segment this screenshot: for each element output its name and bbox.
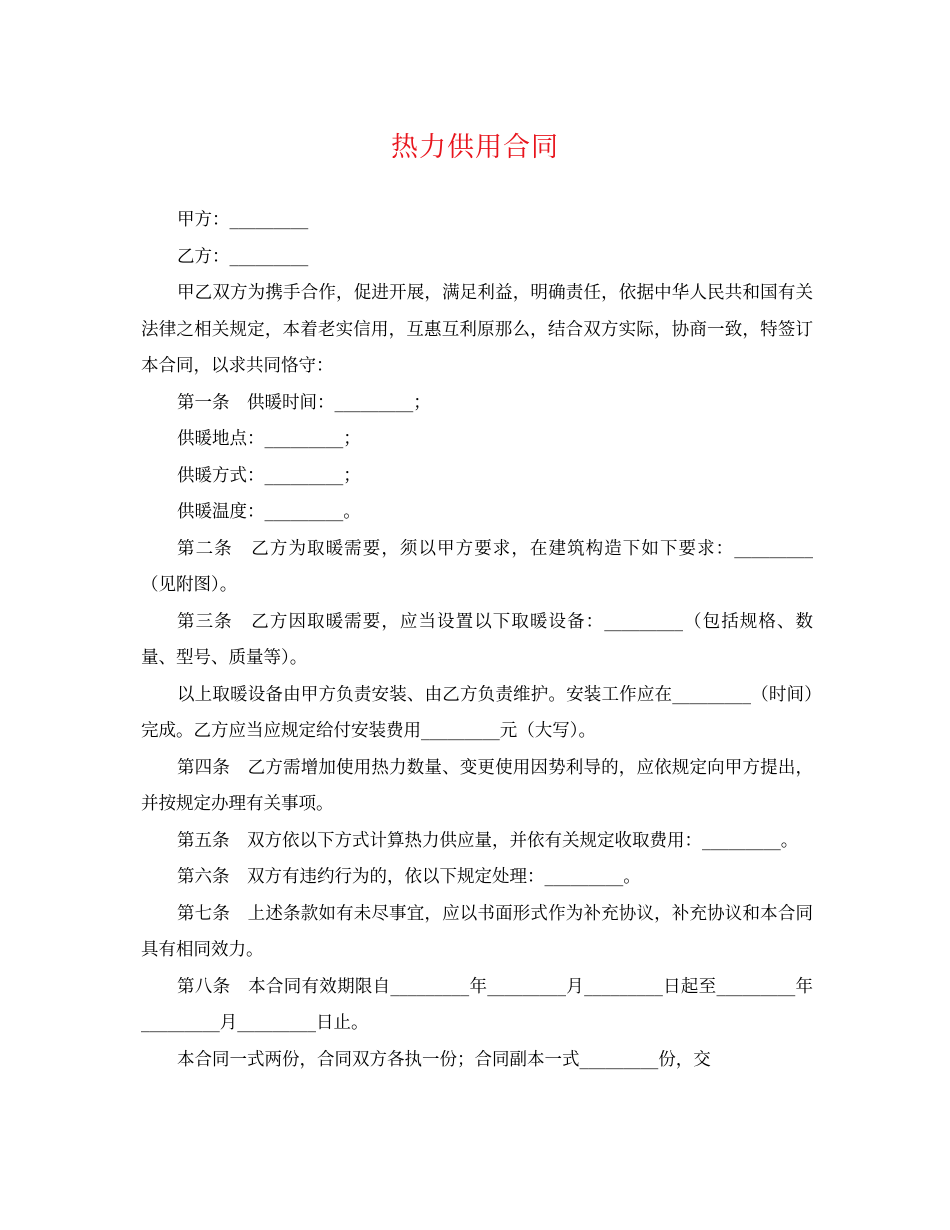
article-1-heating-location: 供暖地点：_________； <box>177 429 361 449</box>
article-2-paragraph: 第二条 乙方为取暖需要，须以甲方要求，在建筑构造下如下要求：_________（见附图）。 <box>141 538 813 595</box>
article-7-paragraph: 第七条 上述条款如有未尽事宜，应以书面形式作为补充协议，补充协议和本合同具有相同效力。 <box>141 903 813 960</box>
article-1-heating-temperature: 供暖温度：_________。 <box>177 502 361 522</box>
article-1-heating-method: 供暖方式：_________； <box>177 465 361 486</box>
document-title: 热力供用合同 <box>391 132 559 163</box>
article-3-paragraph: 第三条 乙方因取暖需要，应当设置以下取暖设备：_________（包括规格、数量、型号、质量等）。 <box>141 611 813 668</box>
party-b-line: 乙方：_________ <box>177 246 309 267</box>
party-a-line: 甲方：_________ <box>177 210 309 230</box>
article-4-paragraph: 第四条 乙方需增加使用热力数量、变更使用因势利导的，应依规定向甲方提出，并按规定办理有关事项。 <box>141 757 813 814</box>
document-body <box>141 202 813 1078</box>
article-1-heating-time: 第一条 供暖时间：_________； <box>177 392 431 413</box>
article-6-paragraph: 第六条 双方有违约行为的，依以下规定处理：_________。 <box>177 867 641 887</box>
preamble-paragraph: 甲乙双方为携手合作，促进开展，满足利益，明确责任，依据中华人民共和国有关法律之相关规定，本着老实信用，互惠互利原那么，结合双方实际，协商一致，特签订本合同，以求共同恪守： <box>141 283 813 376</box>
article-5-paragraph: 第五条 双方依以下方式计算热力供应量，并依有关规定收取费用：_________。 <box>177 830 799 851</box>
article-8-paragraph: 第八条 本合同有效期限自_________年_________月_________日起至_________年_________月_________日止。 <box>141 976 813 1033</box>
installation-paragraph: 以上取暖设备由甲方负责安装、由乙方负责维护。安装工作应在_________（时间）完成。乙方应当应规定给付安装费用_________元（大写）。 <box>141 684 813 741</box>
copies-paragraph: 本合同一式两份，合同双方各执一份；合同副本一式_________份，交 <box>177 1049 711 1070</box>
